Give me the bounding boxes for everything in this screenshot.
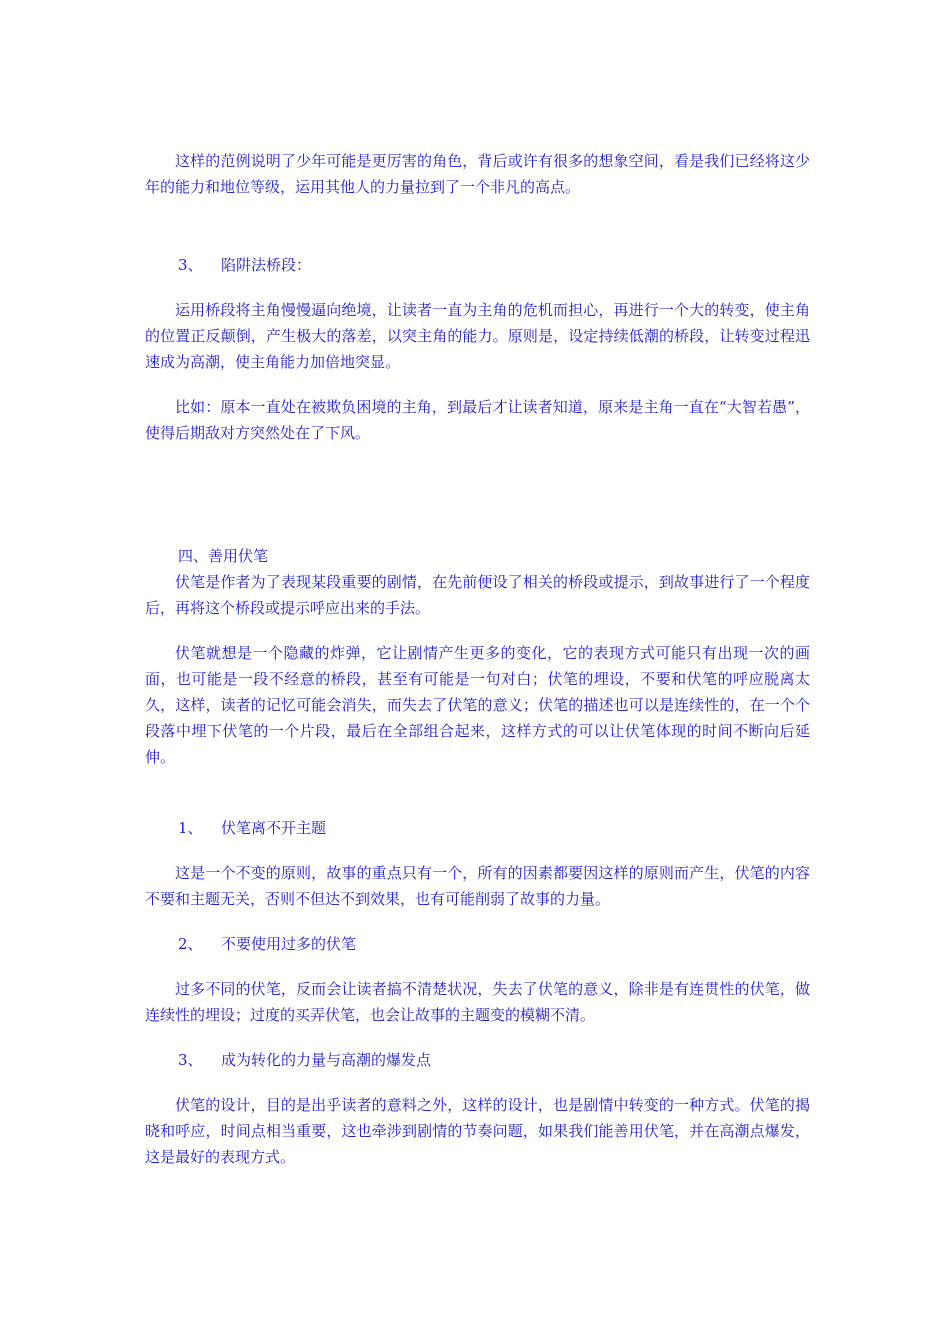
list-item-title: 陷阱法桥段： (221, 256, 312, 274)
paragraph-trap-method: 运用桥段将主角慢慢逼向绝境，让读者一直为主角的危机而担心，再进行一个大的转变，使主角的位置正反颠倒，产生极大的落差，以突主角的能力。原则是，设定持续低潮的桥段，让转变过程迅速成为高潮，使主角能力加倍地突显。 (145, 301, 810, 371)
list-item-trap-method (145, 252, 810, 278)
paragraph-foreshadowing-definition: 伏笔是作者为了表现某段重要的剧情，在先前便设了相关的桥段或提示，到故事进行了一个程度后，再将这个桥段或提示呼应出来的手法。 (145, 573, 810, 617)
paragraph-climax: 伏笔的设计，目的是出乎读者的意料之外，这样的设计，也是剧情中转变的一种方式。伏笔的揭晓和呼应，时间点相当重要，这也牵涉到剧情的节奏问题，如果我们能善用伏笔，并在高潮点爆发，这是最好的表现方式。 (145, 1096, 810, 1166)
list-item-not-too-many (145, 931, 810, 957)
paragraph-youth-example: 这样的范例说明了少年可能是更厉害的角色，背后或许有很多的想象空间，看是我们已经将这少年的能力和地位等级，运用其他人的力量拉到了一个非凡的高点。 (145, 152, 810, 196)
paragraph-not-too-many: 过多不同的伏笔，反而会让读者搞不清楚状况，失去了伏笔的意义，除非是有连贯性的伏笔，做连续性的埋设；过度的买弄伏笔，也会让故事的主题变的模糊不清。 (145, 980, 810, 1024)
list-item-number: 3、 (178, 256, 203, 274)
list-item-title: 成为转化的力量与高潮的爆发点 (221, 1051, 432, 1069)
paragraph-theme: 这是一个不变的原则，故事的重点只有一个，所有的因素都要因这样的原则而产生，伏笔的内容不要和主题无关，否则不但达不到效果，也有可能削弱了故事的力量。 (145, 864, 810, 908)
section-heading-foreshadowing: 四、善用伏笔 (178, 547, 269, 565)
document-body (145, 148, 810, 1170)
paragraph-foreshadowing-bomb: 伏笔就想是一个隐藏的炸弹，它让剧情产生更多的变化，它的表现方式可能只有出现一次的画面，也可能是一段不经意的桥段，甚至有可能是一句对白；伏笔的埋设，不要和伏笔的呼应脱离太久，这样，读者的记忆可能会消失，而失去了伏笔的意义；伏笔的描述也可以是连续性的，在一个个段落中埋下伏笔的一个片段，最后在全部组合起来，这样方式的可以让伏笔体现的时间不断向后延伸。 (145, 644, 810, 766)
list-item-title: 不要使用过多的伏笔 (221, 935, 357, 953)
list-item-theme (145, 815, 810, 841)
list-item-climax (145, 1047, 810, 1073)
list-item-number: 2、 (178, 935, 203, 953)
list-item-number: 3、 (178, 1051, 203, 1069)
paragraph-trap-example: 比如：原本一直处在被欺负困境的主角，到最后才让读者知道，原来是主角一直在“大智若愚”，使得后期敌对方突然处在了下风。 (145, 398, 810, 442)
list-item-title: 伏笔离不开主题 (221, 819, 327, 837)
list-item-number: 1、 (178, 819, 203, 837)
